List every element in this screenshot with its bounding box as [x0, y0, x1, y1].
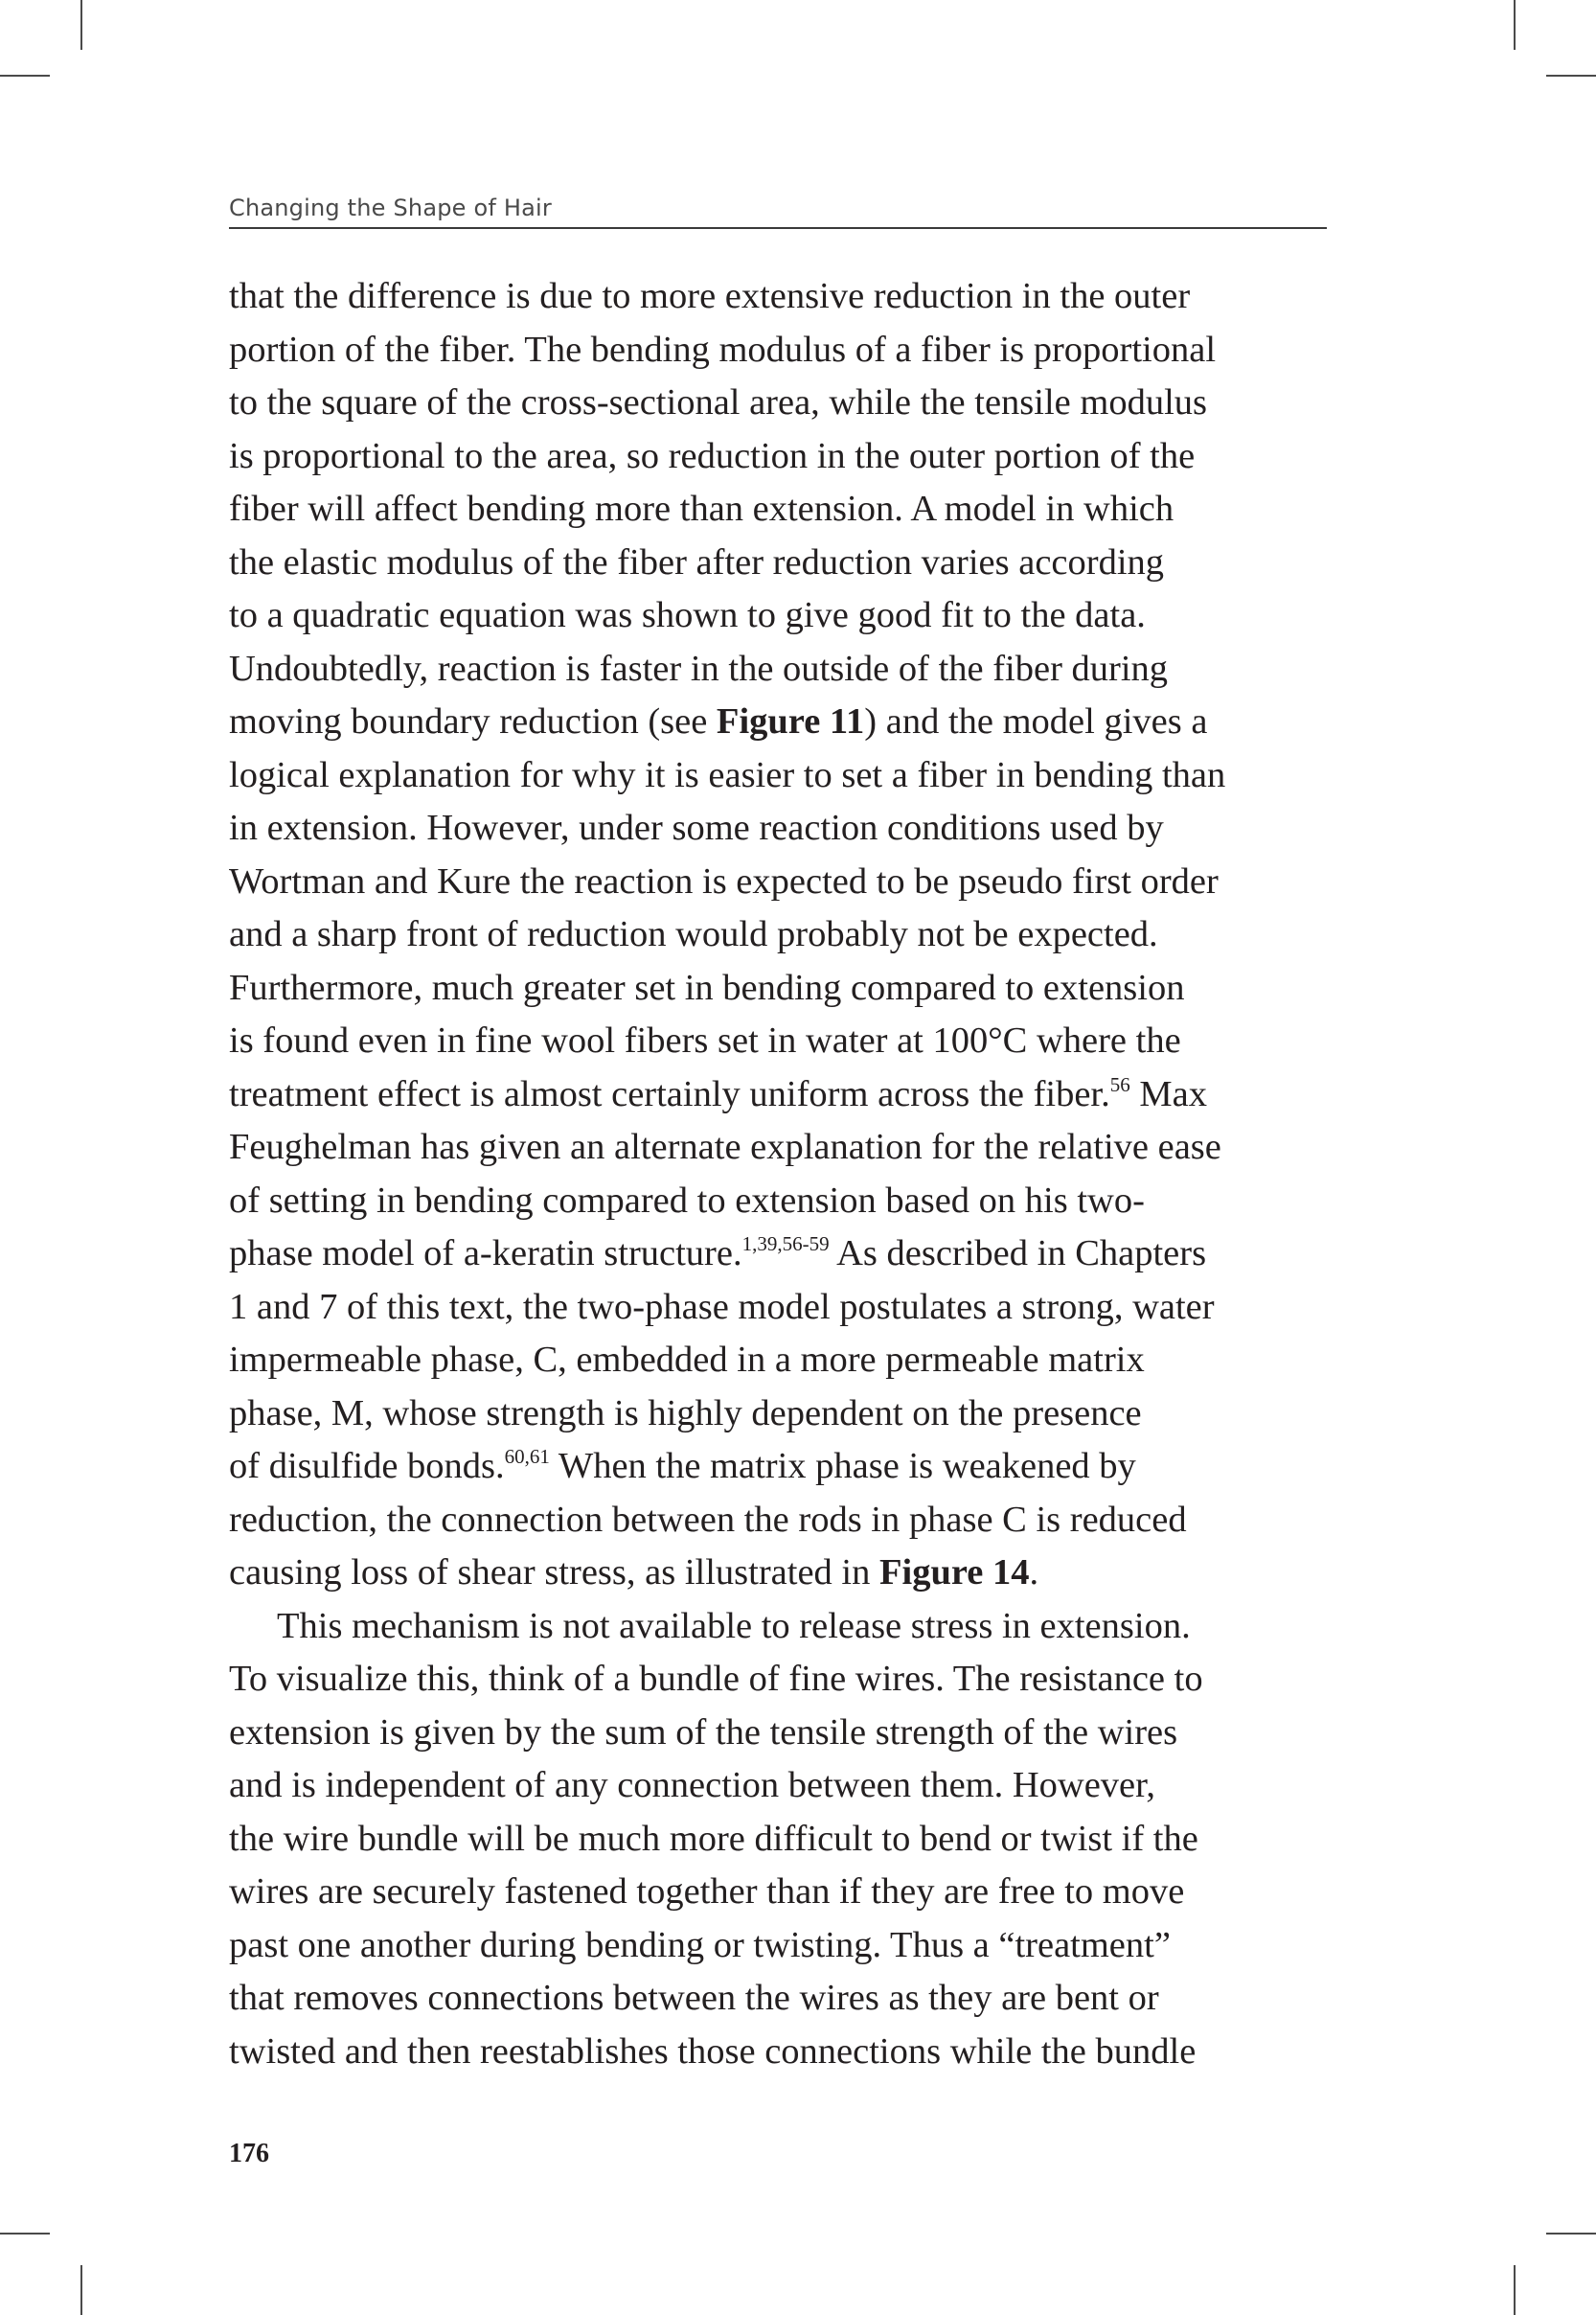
- text-line: 1 and 7 of this text, the two-phase model postulates a strong, water: [229, 1286, 1215, 1327]
- text-line: wires are securely fastened together than if they are free to move: [229, 1871, 1185, 1912]
- crop-mark-bottom-right-vertical: [1514, 2265, 1516, 2315]
- text-segment: of disulfide bonds.: [229, 1446, 505, 1486]
- text-segment: causing loss of shear stress, as illustrated in: [229, 1552, 879, 1593]
- crop-mark-top-left-vertical: [80, 0, 82, 50]
- text-line: [229, 1440, 1331, 1494]
- text-line: twisted and then reestablishes those connections while the bundle: [229, 2030, 1197, 2072]
- text-segment: Max: [1129, 1073, 1207, 1114]
- running-head-title: Changing the Shape of Hair: [229, 195, 552, 221]
- text-segment: ) and the model gives a: [864, 701, 1208, 742]
- text-line: and is independent of any connection between them. However,: [229, 1765, 1156, 1805]
- body-text: [229, 270, 1331, 2078]
- text-line: the wire bundle will be much more difficult to bend or twist if the: [229, 1818, 1198, 1859]
- text-line: Wortman and Kure the reaction is expected to be pseudo first order: [229, 860, 1219, 902]
- crop-mark-top-right-vertical: [1514, 0, 1516, 50]
- text-segment: moving boundary reduction (see: [229, 701, 717, 742]
- text-line: the elastic modulus of the fiber after reduction varies according: [229, 541, 1165, 583]
- text-line: Furthermore, much greater set in bending compared to extension: [229, 967, 1185, 1008]
- citation-superscript: 1,39,56-59: [741, 1232, 830, 1255]
- figure-reference-14: Figure 14: [878, 1552, 1030, 1593]
- text-line: [229, 1227, 1331, 1281]
- text-line: to a quadratic equation was shown to give good fit to the data.: [229, 595, 1146, 635]
- crop-mark-top-left-horizontal: [0, 75, 50, 77]
- text-segment: .: [1029, 1552, 1039, 1593]
- text-line: of setting in bending compared to extension based on his two-: [229, 1180, 1145, 1221]
- text-line: [229, 1068, 1331, 1122]
- text-segment: When the matrix phase is weakened by: [549, 1446, 1136, 1486]
- text-line: portion of the fiber. The bending modulus of a fiber is proportional: [229, 329, 1217, 370]
- running-head: [229, 189, 1327, 229]
- text-line: in extension. However, under some reaction conditions used by: [229, 808, 1164, 848]
- text-segment: As described in Chapters: [829, 1233, 1207, 1273]
- crop-mark-bottom-left-horizontal: [0, 2233, 50, 2235]
- text-line: is found even in fine wool fibers set in water at 100°C where the: [229, 1020, 1181, 1061]
- text-line: reduction, the connection between the rods in phase C is reduced: [229, 1499, 1187, 1540]
- page-number: 176: [229, 2139, 269, 2168]
- text-line: Feughelman has given an alternate explanation for the relative ease: [229, 1127, 1221, 1167]
- text-line: and a sharp front of reduction would probably not be expected.: [229, 914, 1158, 954]
- figure-reference-11: Figure 11: [716, 701, 865, 742]
- text-line: extension is given by the sum of the tensile strength of the wires: [229, 1711, 1178, 1753]
- text-line: [229, 696, 1331, 749]
- text-line: fiber will affect bending more than extension. A model in which: [229, 489, 1174, 529]
- crop-mark-bottom-left-vertical: [80, 2265, 82, 2315]
- text-line: phase, M, whose strength is highly dependent on the presence: [229, 1392, 1142, 1433]
- text-line: To visualize this, think of a bundle of fine wires. The resistance to: [229, 1659, 1203, 1699]
- crop-mark-top-right-horizontal: [1546, 75, 1596, 77]
- paragraph-start-line: This mechanism is not available to release stress in extension.: [277, 1605, 1191, 1646]
- crop-mark-bottom-right-horizontal: [1546, 2233, 1596, 2235]
- text-line: that removes connections between the wires as they are bent or: [229, 1978, 1159, 2018]
- text-line: that the difference is due to more extensive reduction in the outer: [229, 276, 1191, 316]
- text-segment: phase model of a-keratin structure.: [229, 1233, 742, 1273]
- text-line: to the square of the cross-sectional area, while the tensile modulus: [229, 382, 1208, 423]
- text-segment: treatment effect is almost certainly uniform across the fiber.: [229, 1073, 1110, 1114]
- text-line: logical explanation for why it is easier to set a fiber in bending than: [229, 754, 1226, 795]
- text-line: is proportional to the area, so reduction in the outer portion of the: [229, 435, 1196, 476]
- text-line: [229, 1547, 1331, 1600]
- citation-superscript: 56: [1109, 1072, 1130, 1096]
- text-line: Undoubtedly, reaction is faster in the outside of the fiber during: [229, 648, 1169, 689]
- citation-superscript: 60,61: [504, 1445, 550, 1468]
- text-line: impermeable phase, C, embedded in a more permeable matrix: [229, 1340, 1145, 1380]
- text-line: past one another during bending or twisting. Thus a “treatment”: [229, 1924, 1171, 1965]
